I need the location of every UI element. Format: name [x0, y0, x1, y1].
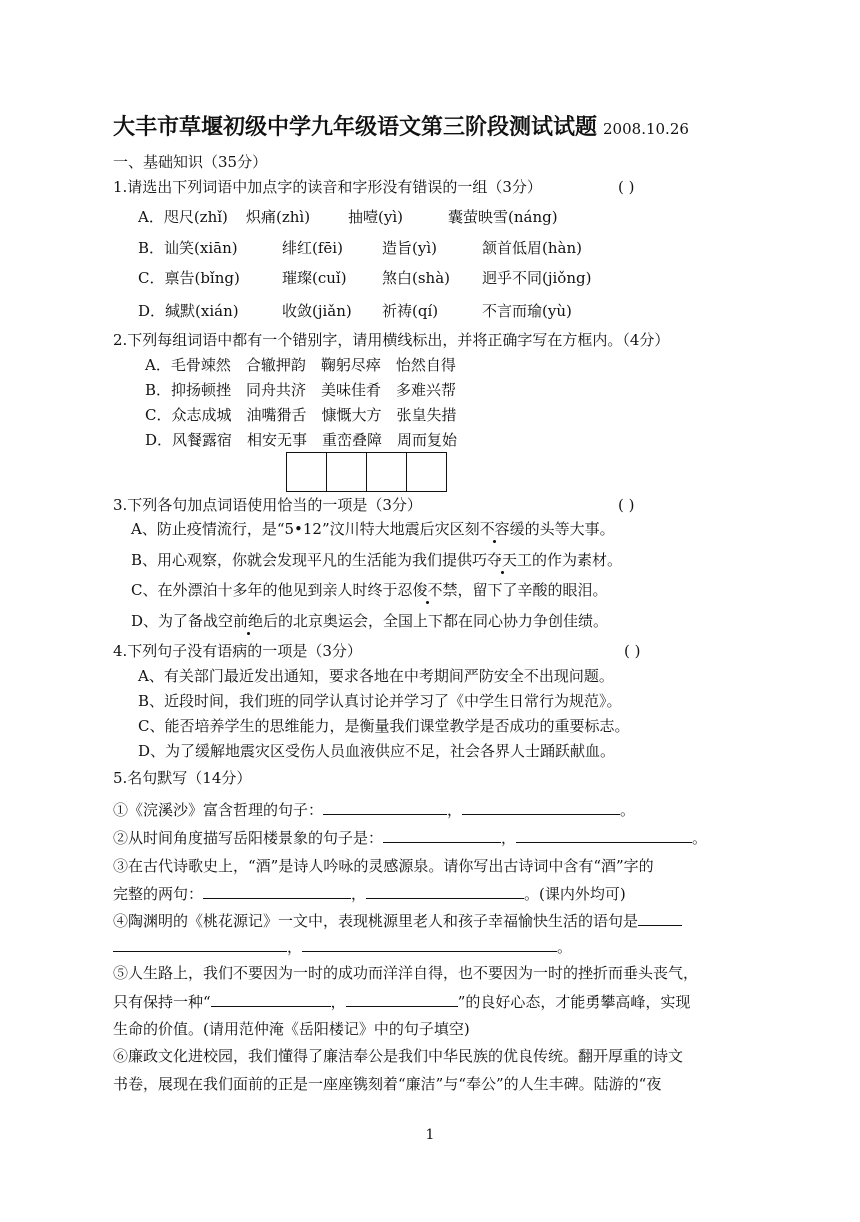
- q5-item-4-line2: ， 。: [113, 937, 572, 957]
- q5-item-2: ②从时间角度描写岳阳楼景象的句子是： ， 。: [113, 829, 708, 847]
- q4-option-b: B、近段时间，我们班的同学认真讨论并学习了《中学生日常行为规范》。: [138, 692, 622, 710]
- q5-item-5-line3: 生命的价值。(请用范仲淹《岳阳楼记》中的句子填空): [113, 1020, 470, 1038]
- q3-option-c: C、在外漂泊十多年的他见到亲人时终于忍俊不禁，留下了辛酸的眼泪。: [131, 581, 608, 599]
- q4-answer-paren: ( ): [624, 642, 641, 660]
- q1-stem: 1.请选出下列词语中加点字的读音和字形没有错误的一组（3分）: [113, 178, 542, 196]
- q3-option-d: D、为了备战空前绝后的北京奥运会，全国上下都在同心协力争创佳绩。: [131, 612, 609, 630]
- q5-item-4-line1: ④陶渊明的《桃花源记》一文中，表现桃源里老人和孩子幸福愉快生活的语句是: [113, 911, 682, 931]
- q2-option-d: D．风餐露宿 相安无事 重峦叠障 周而复始: [145, 431, 458, 449]
- q5-item-5-line2: 只有保持一种“ ， ”的良好心态，才能勇攀高峰，实现: [113, 993, 691, 1011]
- exam-date: 2008.10.26: [603, 120, 689, 138]
- fill-blank[interactable]: [113, 937, 287, 952]
- fill-blank[interactable]: [203, 884, 351, 899]
- q5-item-6-line2: 书卷，展现在我们面前的正是一座座镌刻着“廉洁”与“奉公”的人生丰碑。陆游的“夜: [113, 1075, 662, 1093]
- answer-boxes[interactable]: [287, 452, 447, 492]
- fill-blank[interactable]: [302, 937, 557, 952]
- answer-box[interactable]: [406, 452, 447, 492]
- fill-blank[interactable]: [211, 992, 331, 1007]
- fill-blank[interactable]: [323, 800, 447, 815]
- q2-option-c: C．众志成城 油嘴猾舌 慷慨大方 张皇失措: [145, 406, 457, 424]
- q3-option-a: A、防止疫情流行，是“5•12”汶川特大地震后灾区刻不容缓的头等大事。: [131, 520, 615, 538]
- answer-box[interactable]: [286, 452, 327, 492]
- q2-stem: 2.下列每组词语中都有一个错别字，请用横线标出，并将正确字写在方框内。（4分）: [113, 331, 670, 349]
- section-heading: 一、基础知识（35分）: [113, 153, 268, 171]
- q2-option-a: A．毛骨竦然 合辙押韵 鞠躬尽瘁 怡然自得: [145, 356, 456, 374]
- q5-item-5-line1: ⑤人生路上，我们不要因为一时的成功而洋洋自得，也不要因为一时的挫折而垂头丧气，: [113, 964, 699, 982]
- q5-item-3-line1: ③在古代诗歌史上，“酒”是诗人吟咏的灵感源泉。请你写出古诗词中含有“酒”字的: [113, 857, 654, 875]
- q3-stem: 3.下列各句加点词语使用恰当的一项是（3分）: [113, 496, 422, 514]
- q3-option-b: B、用心观察，你就会发现平凡的生活能为我们提供巧夺天工的作为素材。: [131, 551, 623, 569]
- page-number: 1: [425, 1127, 435, 1143]
- q3-answer-paren: ( ): [618, 496, 635, 514]
- q5-stem: 5.名句默写（14分）: [113, 769, 252, 787]
- fill-blank[interactable]: [516, 828, 692, 843]
- fill-blank[interactable]: [383, 828, 501, 843]
- fill-blank[interactable]: [462, 800, 620, 815]
- q5-item-6-line1: ⑥廉政文化进校园，我们懂得了廉洁奉公是我们中华民族的优良传统。翻开厚重的诗文: [113, 1047, 684, 1065]
- fill-blank[interactable]: [638, 911, 682, 926]
- answer-box[interactable]: [326, 452, 367, 492]
- page-title: [113, 112, 689, 144]
- q5-item-1: ①《浣溪沙》富含哲理的句子： ， 。: [113, 801, 636, 819]
- fill-blank[interactable]: [346, 992, 458, 1007]
- q1-answer-paren: ( ): [618, 178, 635, 196]
- q4-option-c: C、能否培养学生的思维能力，是衡量我们课堂教学是否成功的重要标志。: [138, 717, 630, 735]
- fill-blank[interactable]: [366, 884, 524, 899]
- q5-item-3-line2: 完整的两句： ， 。(课内外均可): [113, 885, 626, 903]
- q4-option-d: D、为了缓解地震灾区受伤人员血液供应不足，社会各界人士踊跃献血。: [138, 742, 616, 760]
- answer-box[interactable]: [366, 452, 407, 492]
- title-text: 大丰市草堰初级中学九年级语文第三阶段测试试题: [113, 114, 598, 140]
- q4-stem: 4.下列句子没有语病的一项是（3分）: [113, 642, 362, 660]
- q4-option-a: A、有关部门最近发出通知，要求各地在中考期间严防安全不出现问题。: [138, 667, 614, 685]
- q2-option-b: B．抑扬顿挫 同舟共济 美味佳肴 多难兴帮: [145, 381, 457, 399]
